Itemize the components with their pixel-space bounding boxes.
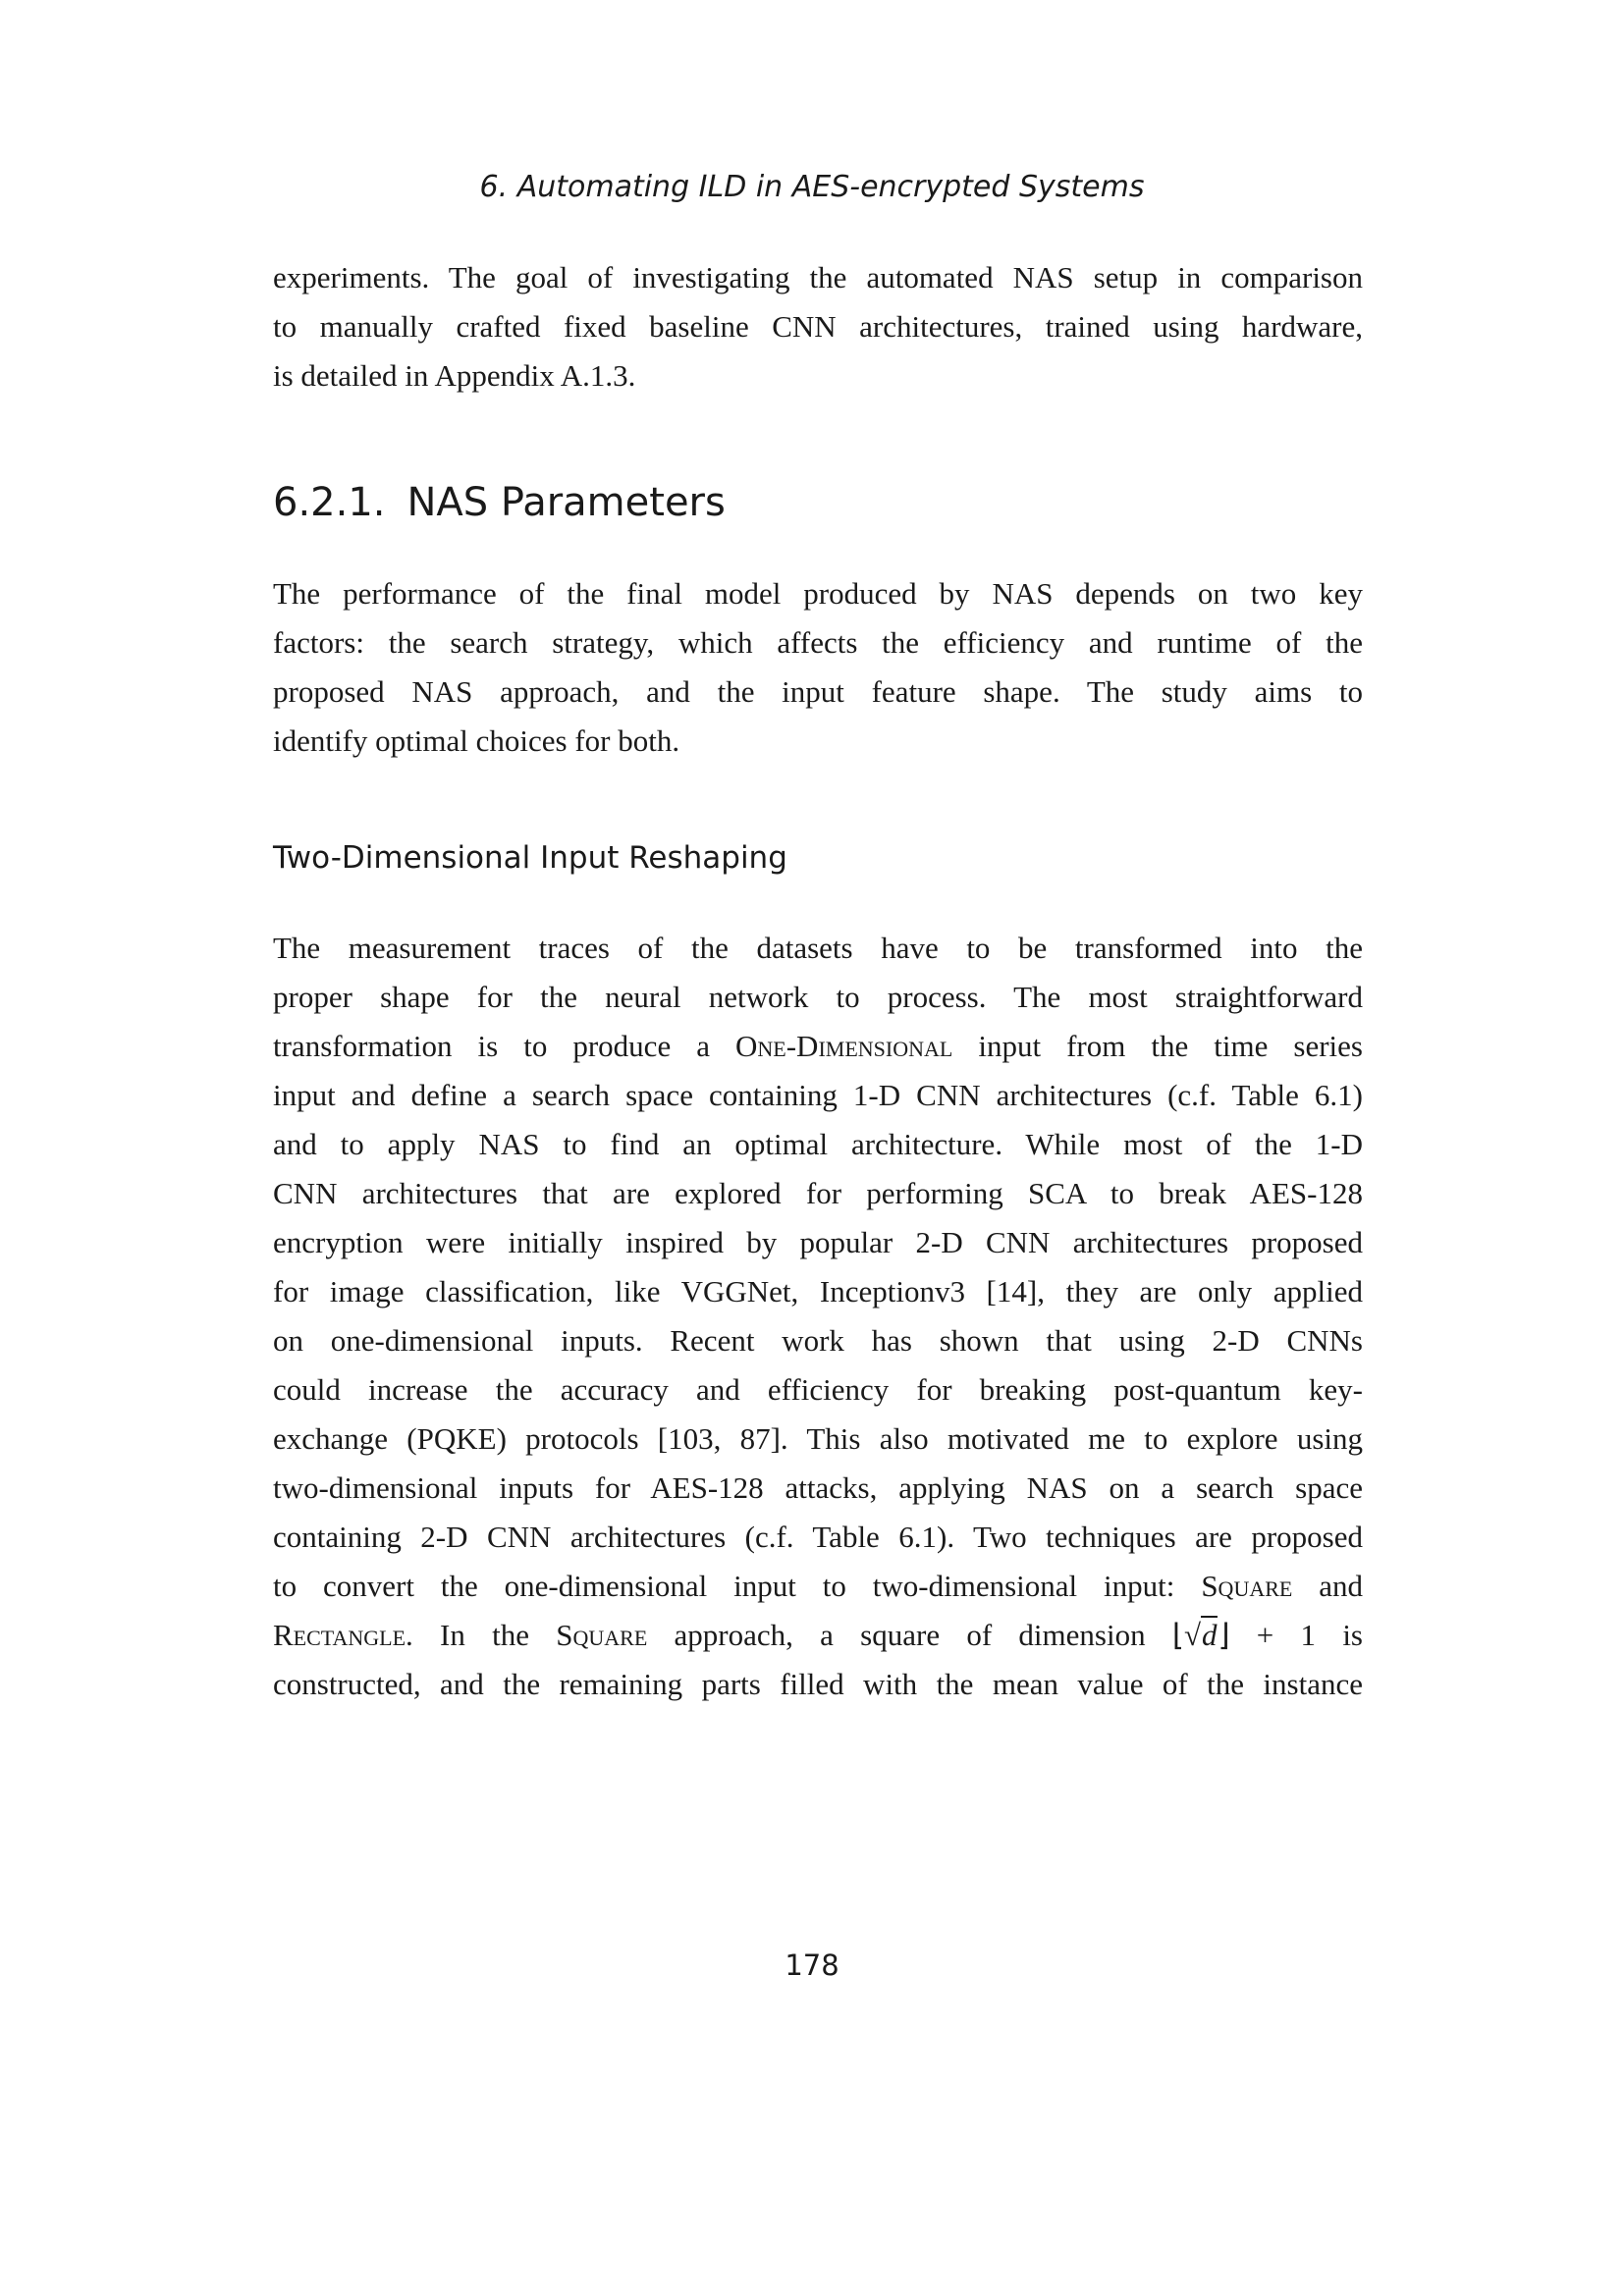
term-rectangle: Rectangle	[273, 1618, 406, 1652]
text-fragment: input from the time series	[952, 1029, 1363, 1063]
text-line: factors: the search strategy, which affects the efficiency and runtime of the	[273, 625, 1363, 660]
text-line: two-dimensional inputs for AES-128 attacks, applying NAS on a search space	[273, 1470, 1363, 1505]
intro-paragraph	[273, 253, 1363, 400]
running-header: 6. Automating ILD in AES-encrypted Systems	[479, 170, 1145, 204]
math-open: ⌊√	[1171, 1618, 1201, 1652]
term-square: Square	[1201, 1569, 1293, 1603]
text-fragment: transformation is to produce a	[273, 1029, 736, 1063]
text-line: to manually crafted fixed baseline CNN architectures, trained using hardware,	[273, 309, 1363, 344]
text-line: encryption were initially inspired by popular 2-D CNN architectures proposed	[273, 1225, 1363, 1259]
text-line: on one-dimensional inputs. Recent work has shown that using 2-D CNNs	[273, 1323, 1363, 1358]
text-line	[273, 1611, 1363, 1660]
text-line: is detailed in Appendix A.1.3.	[273, 358, 636, 393]
text-line: identify optimal choices for both.	[273, 723, 680, 758]
text-line: exchange (PQKE) protocols [103, 87]. This also motivated me to explore using	[273, 1421, 1363, 1456]
section-heading	[273, 475, 726, 530]
section-title: NAS Parameters	[406, 480, 726, 525]
text-fragment: . In the	[406, 1618, 557, 1652]
math-floor-sqrt	[1172, 1616, 1316, 1652]
text-line: proposed NAS approach, and the input feature shape. The study aims to	[273, 674, 1363, 709]
text-line: CNN architectures that are explored for performing SCA to break AES-128	[273, 1176, 1363, 1210]
text-line: experiments. The goal of investigating the automated NAS setup in comparison	[273, 260, 1363, 294]
page-number: 178	[785, 1949, 839, 1982]
subsection-paragraph	[273, 924, 1363, 1709]
subsection-heading: Two-Dimensional Input Reshaping	[273, 840, 787, 876]
text-line: The performance of the final model produced by NAS depends on two key	[273, 576, 1363, 611]
term-one-dimensional: One-Dimensional	[735, 1029, 953, 1063]
text-fragment: is	[1316, 1618, 1363, 1652]
text-line	[273, 1022, 1363, 1071]
text-line: constructed, and the remaining parts filled with the mean value of the instance	[273, 1667, 1363, 1701]
text-fragment: approach, a square of dimension	[647, 1618, 1172, 1652]
text-line: The measurement traces of the datasets have to be transformed into the	[273, 931, 1363, 965]
text-fragment: to convert the one-dimensional input to two-dimensional input:	[273, 1569, 1202, 1603]
text-line: for image classification, like VGGNet, Inceptionv3 [14], they are only applied	[273, 1274, 1363, 1308]
text-line: could increase the accuracy and efficiency for breaking post-quantum key-	[273, 1372, 1363, 1407]
math-close: ⌋ + 1	[1218, 1618, 1317, 1652]
text-line: and to apply NAS to find an optimal architecture. While most of the 1-D	[273, 1127, 1363, 1161]
text-fragment: and	[1292, 1569, 1363, 1603]
math-variable: d	[1201, 1618, 1218, 1652]
text-line: input and define a search space containing 1-D CNN architectures (c.f. Table 6.1)	[273, 1078, 1363, 1112]
text-line: containing 2-D CNN architectures (c.f. Table 6.1). Two techniques are proposed	[273, 1520, 1363, 1554]
section-number: 6.2.1.	[273, 480, 386, 525]
text-line	[273, 1562, 1363, 1611]
section-paragraph	[273, 569, 1363, 766]
text-line: proper shape for the neural network to process. The most straightforward	[273, 980, 1363, 1014]
term-square: Square	[556, 1618, 648, 1652]
